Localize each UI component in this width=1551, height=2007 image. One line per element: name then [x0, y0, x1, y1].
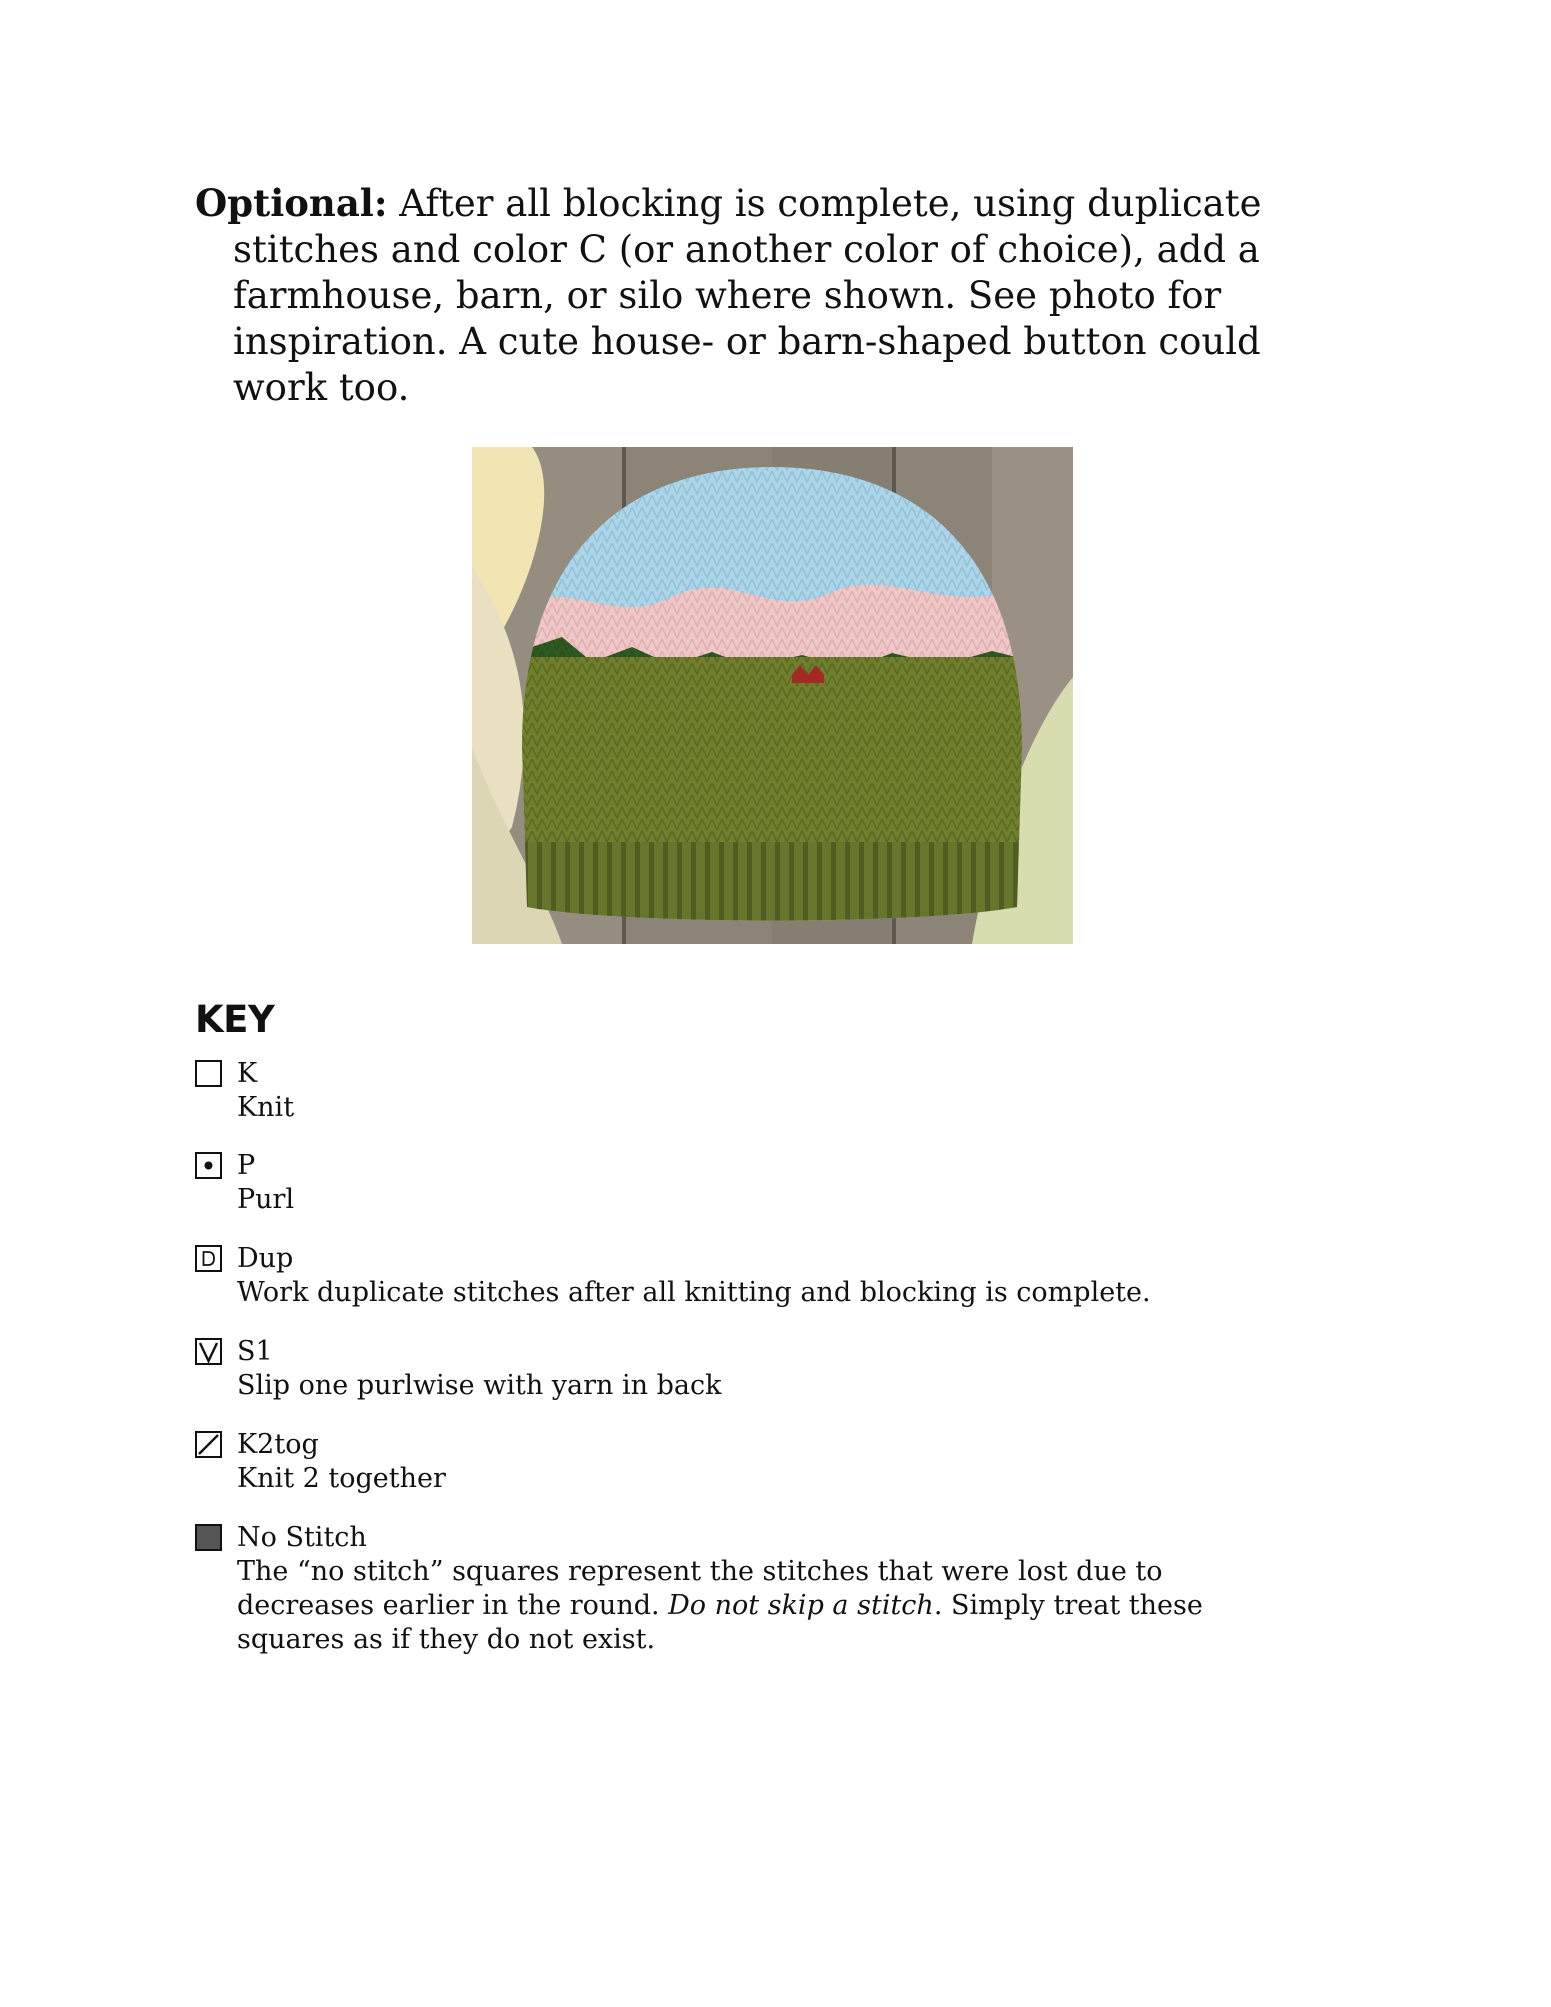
key-item-name: S1 — [237, 1336, 273, 1367]
key-item-desc-part: . Simply treat these squares as if they do not exist. — [237, 1590, 1203, 1655]
optional-text: After all blocking is complete, using duplicate stitches and color C (or another color of choice), add a farmhouse, barn, or silo where shown. See photo for inspiration. A cute house- or barn-shaped button could work too. — [233, 182, 1262, 409]
optional-note — [195, 180, 1353, 411]
filled-square-icon — [195, 1524, 222, 1551]
key-item-name: K — [237, 1058, 258, 1089]
key-item-desc: Knit — [237, 1092, 295, 1123]
hat-photo — [472, 447, 1073, 944]
key-item-desc: Knit 2 together — [237, 1463, 446, 1494]
dot-square-icon — [195, 1152, 222, 1179]
key-item-name: Dup — [237, 1243, 294, 1274]
key-item-desc: Work duplicate stitches after all knitting and blocking is complete. — [237, 1277, 1151, 1308]
d-square-icon — [195, 1245, 222, 1272]
v-square-icon — [195, 1338, 222, 1365]
optional-label: Optional: — [195, 181, 388, 225]
key-item-name: P — [237, 1150, 256, 1181]
key-item-desc-emphasis: Do not skip a stitch — [668, 1590, 934, 1621]
empty-square-icon — [195, 1060, 222, 1087]
key-item-desc: Slip one purlwise with yarn in back — [237, 1370, 722, 1401]
key-item-desc: Purl — [237, 1184, 295, 1215]
slash-square-icon — [195, 1431, 222, 1458]
key-item-desc — [237, 1555, 1287, 1657]
key-item-name: K2tog — [237, 1429, 319, 1460]
key-item-name: No Stitch — [237, 1522, 367, 1553]
key-heading: KEY — [195, 998, 275, 1041]
key-item-desc-part: The “no stitch” squares represent the stitches that were lost due to decreases earlier in the round. — [237, 1556, 1163, 1621]
